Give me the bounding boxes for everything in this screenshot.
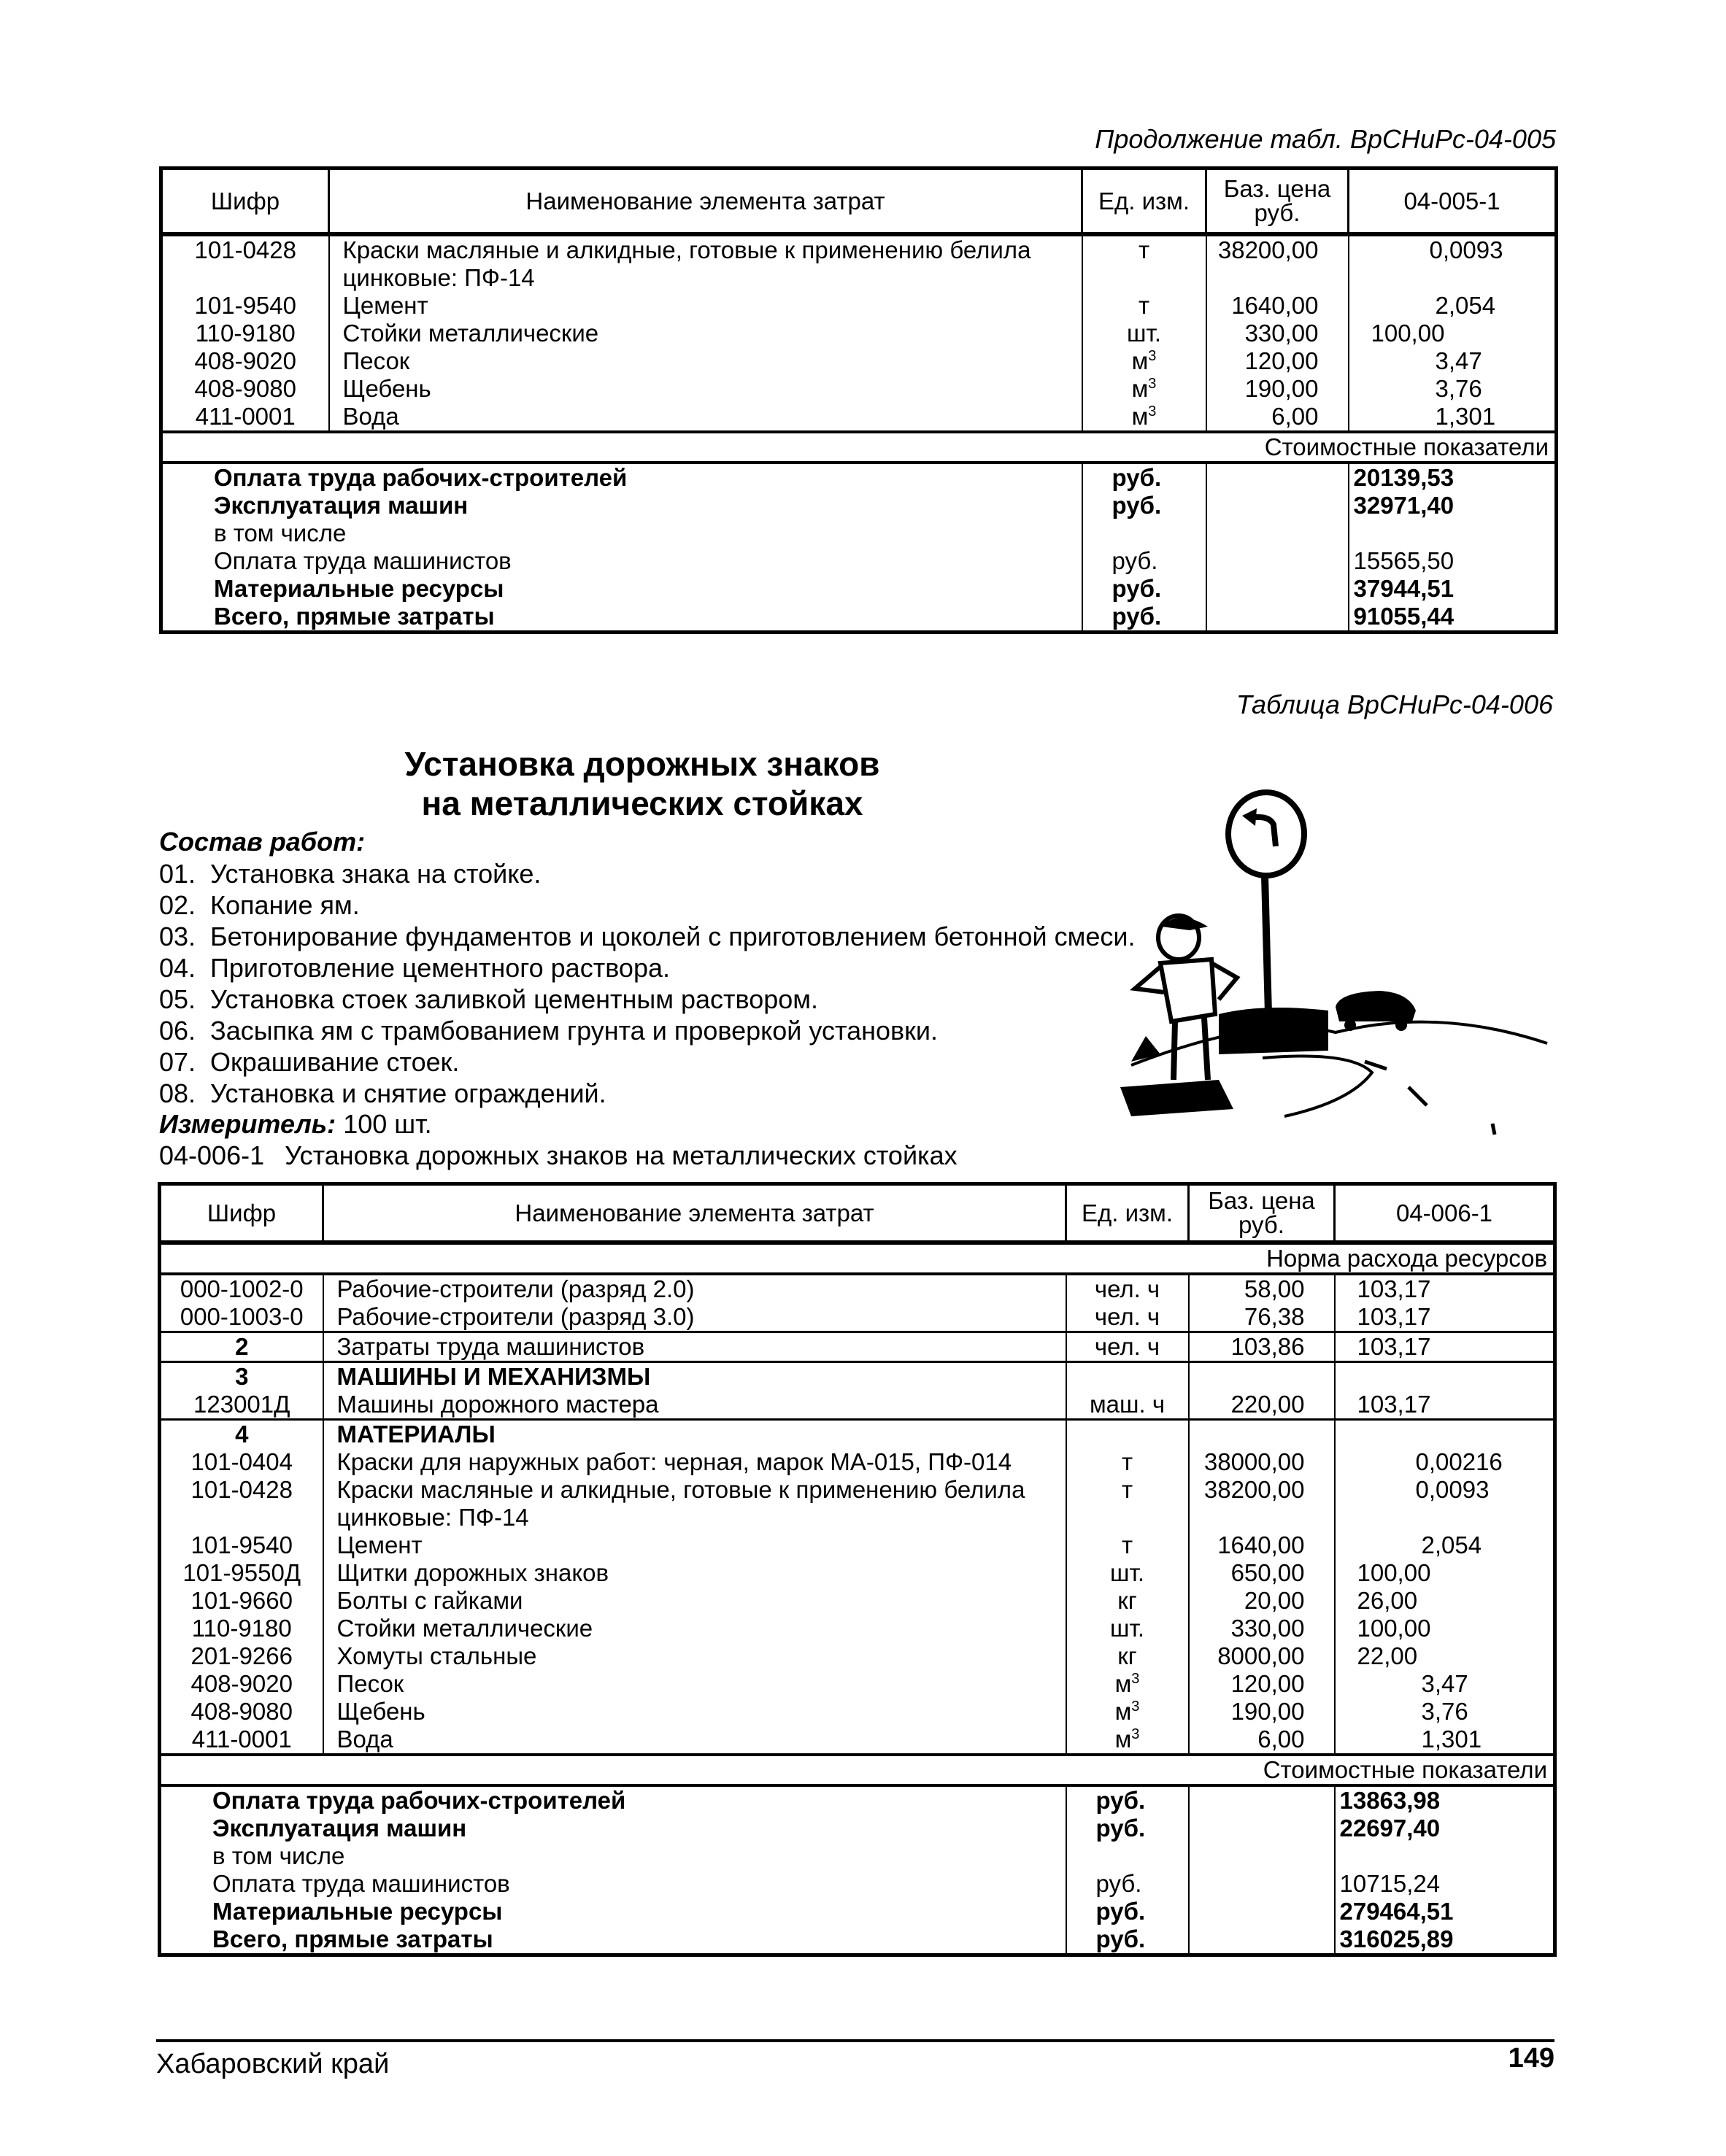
summary-price-empty [1189, 1925, 1335, 1955]
price-cell: 330,00 [1206, 320, 1349, 347]
name-cell: Щебень [329, 375, 1082, 403]
name-cell: Краски масляные и алкидные, готовые к применению белила цинковые: ПФ-14 [329, 234, 1082, 292]
code-cell: 2 [160, 1332, 323, 1361]
unit-cell [1066, 1615, 1189, 1642]
summary-price-empty [1189, 1842, 1335, 1870]
name-cell: МАШИНЫ И МЕХАНИЗМЫ [323, 1361, 1066, 1391]
unit-cell [1066, 1587, 1189, 1615]
unit-text: т [1138, 236, 1150, 263]
unit-cell [1066, 1391, 1189, 1420]
summary-price-empty [1189, 1870, 1335, 1898]
work-item-text: Приготовление цементного раствора. [210, 953, 670, 983]
summary-value: 10715,24 [1339, 1869, 1441, 1897]
table-row [161, 403, 1557, 432]
table-row [160, 1587, 1555, 1615]
work-item-text: Засыпка ям с трамбованием грунта и проверкой установки. [210, 1016, 938, 1046]
code-cell: 408-9080 [160, 1698, 323, 1726]
price-cell: 103,86 [1189, 1332, 1335, 1361]
summary-label: Материальные ресурсы [161, 575, 1082, 603]
header-code: Шифр [161, 169, 329, 234]
norm-cell: 2,054 [1421, 1531, 1482, 1558]
header-norm: 04-006-1 [1335, 1184, 1555, 1243]
work-item [159, 1015, 1136, 1046]
work-item [159, 858, 1136, 889]
price-cell: 190,00 [1189, 1698, 1335, 1726]
table-row [160, 1726, 1555, 1755]
name-cell: Рабочие-строители (разряд 3.0) [323, 1303, 1066, 1332]
summary-value [1349, 519, 1557, 547]
unit-text: м [1114, 1697, 1132, 1725]
unit-cell [1066, 1476, 1189, 1531]
unit-text: шт. [1109, 1558, 1145, 1586]
price-cell: 1640,00 [1189, 1531, 1335, 1559]
name-cell: Рабочие-строители (разряд 2.0) [323, 1274, 1066, 1303]
code-cell: 123001Д [160, 1391, 323, 1420]
summary-unit: руб. [1082, 547, 1206, 575]
unit-text: кг [1117, 1642, 1137, 1669]
section-row [160, 1243, 1555, 1274]
norm-cell: 3,47 [1421, 1669, 1468, 1697]
summary-row [160, 1898, 1555, 1925]
unit-text: кг [1117, 1586, 1137, 1614]
summary-row [161, 575, 1557, 603]
unit-cell [1066, 1274, 1189, 1303]
norm-cell: 0,0093 [1429, 236, 1503, 263]
work-item-number: 07. [159, 1047, 196, 1077]
summary-label: Оплата труда машинистов [161, 547, 1082, 575]
code-cell: 408-9020 [160, 1670, 323, 1698]
norm-cell: 103,17 [1357, 1275, 1431, 1302]
norm-cell: 100,00 [1357, 1558, 1431, 1586]
norm-cell: 103,17 [1357, 1390, 1431, 1418]
work-item [159, 1046, 1136, 1078]
continuation-label: Продолжение табл. ВрСНиРс-04-005 [1095, 124, 1556, 154]
code-cell: 101-9540 [161, 292, 329, 320]
norm-cell: 3,76 [1435, 374, 1482, 402]
summary-row [160, 1925, 1555, 1955]
work-item [159, 921, 1136, 952]
summary-value: 316025,89 [1339, 1925, 1454, 1952]
summary-label: Всего, прямые затраты [161, 603, 1082, 633]
unit-text: м [1131, 374, 1149, 402]
summary-price-empty [1189, 1898, 1335, 1925]
summary-value: 91055,44 [1353, 602, 1455, 630]
unit-cell [1066, 1419, 1189, 1448]
work-item-text: Окрашивание стоек. [210, 1047, 460, 1077]
unit-cell [1066, 1531, 1189, 1559]
summary-unit: руб. [1082, 575, 1206, 603]
code-cell: 101-0428 [160, 1476, 323, 1531]
summary-label: в том числе [160, 1842, 1066, 1870]
work-item-text: Копание ям. [210, 890, 360, 920]
work-item-text: Установка знака на стойке. [210, 859, 542, 889]
table-row [160, 1642, 1555, 1670]
section-label: Стоимостные показатели [161, 432, 1557, 463]
work-item-number: 08. [159, 1078, 196, 1108]
name-cell: Хомуты стальные [323, 1642, 1066, 1670]
section-row [161, 432, 1557, 463]
summary-price-empty [1206, 463, 1349, 492]
name-cell: Вода [329, 403, 1082, 432]
norm-cell: 103,17 [1357, 1302, 1431, 1330]
work-item-text: Бетонирование фундаментов и цоколей с приготовлением бетонной смеси. [210, 921, 1136, 951]
summary-unit: руб. [1082, 463, 1206, 492]
norm-cell: 103,17 [1335, 1332, 1555, 1361]
work-composition-heading: Состав работ: [159, 827, 366, 857]
meter-label: Измеритель: [159, 1109, 336, 1139]
table-row [160, 1361, 1555, 1391]
summary-row [160, 1870, 1555, 1898]
unit-superscript: 3 [1131, 1670, 1140, 1687]
unit-superscript: 3 [1131, 1726, 1140, 1742]
meter-value: 100 шт. [343, 1109, 432, 1139]
price-cell: 220,00 [1189, 1391, 1335, 1420]
name-cell: Щитки дорожных знаков [323, 1559, 1066, 1587]
summary-row [161, 519, 1557, 547]
norm-cell: 26,00 [1357, 1586, 1418, 1614]
summary-label: Всего, прямые затраты [160, 1925, 1066, 1955]
summary-row [161, 492, 1557, 519]
summary-value: 20139,53 [1353, 463, 1455, 491]
code-cell: 3 [160, 1361, 323, 1391]
name-cell: МАТЕРИАЛЫ [323, 1419, 1066, 1448]
unit-cell [1066, 1698, 1189, 1726]
summary-price-empty [1189, 1815, 1335, 1842]
code-cell: 101-9660 [160, 1587, 323, 1615]
code-cell: 411-0001 [161, 403, 329, 432]
header-price: Баз. цена руб. [1189, 1184, 1335, 1243]
price-cell: 76,38 [1189, 1303, 1335, 1332]
summary-label: Оплата труда рабочих-строителей [161, 463, 1082, 492]
unit-superscript: 3 [1131, 1698, 1140, 1715]
unit-text: шт. [1109, 1614, 1145, 1642]
unit-text: т [1121, 1448, 1133, 1475]
unit-cell [1066, 1642, 1189, 1670]
summary-price-empty [1206, 603, 1349, 633]
code-cell: 110-9180 [160, 1615, 323, 1642]
unit-text: чел. ч [1094, 1332, 1160, 1360]
summary-value: 22697,40 [1339, 1814, 1441, 1842]
work-item-number: 04. [159, 953, 196, 983]
norm-cell: 1,301 [1435, 402, 1496, 430]
unit-cell [1066, 1726, 1189, 1755]
header-unit: Ед. изм. [1082, 169, 1206, 234]
name-cell: Стойки металлические [323, 1615, 1066, 1642]
name-cell: Краски масляные и алкидные, готовые к применению белила цинковые: ПФ-14 [323, 1476, 1066, 1531]
summary-price-empty [1189, 1785, 1335, 1815]
summary-unit: руб. [1066, 1925, 1189, 1955]
unit-superscript: 3 [1148, 375, 1157, 392]
table-row [160, 1274, 1555, 1303]
summary-row [160, 1785, 1555, 1815]
name-cell: Песок [323, 1670, 1066, 1698]
summary-price-empty [1206, 575, 1349, 603]
summary-value: 32971,40 [1353, 491, 1455, 519]
unit-text: м [1131, 402, 1149, 430]
unit-superscript: 3 [1148, 347, 1157, 364]
norm-cell: 3,76 [1421, 1697, 1468, 1725]
summary-row [160, 1815, 1555, 1842]
price-cell: 38200,00 [1189, 1476, 1335, 1531]
unit-superscript: 3 [1148, 403, 1157, 420]
price-cell: 190,00 [1206, 375, 1349, 403]
table-label: Таблица ВрСНиРс-04-006 [1236, 689, 1553, 719]
summary-unit [1082, 519, 1206, 547]
summary-value [1335, 1842, 1555, 1870]
header-unit: Ед. изм. [1066, 1184, 1189, 1243]
price-cell: 330,00 [1189, 1615, 1335, 1642]
header-name: Наименование элемента затрат [329, 169, 1082, 234]
summary-row [161, 547, 1557, 575]
work-composition-list [159, 858, 1136, 1109]
norm-cell [1335, 1419, 1555, 1448]
section-title-line1: Установка дорожных знаков [404, 745, 880, 783]
price-cell: 120,00 [1206, 347, 1349, 375]
unit-cell [1082, 320, 1206, 347]
work-item [159, 984, 1136, 1015]
work-item [159, 889, 1136, 921]
norm-cell: 0,00216 [1415, 1448, 1503, 1475]
section-title-line2: на металлических стойках [421, 784, 863, 822]
price-cell: 20,00 [1189, 1587, 1335, 1615]
table-row [160, 1303, 1555, 1332]
summary-unit: руб. [1066, 1785, 1189, 1815]
unit-cell [1066, 1361, 1189, 1391]
name-cell: Щебень [323, 1698, 1066, 1726]
unit-text: маш. ч [1089, 1390, 1166, 1418]
table-row [160, 1559, 1555, 1587]
unit-text: т [1138, 291, 1150, 319]
table-row [160, 1531, 1555, 1559]
summary-label: Оплата труда рабочих-строителей [160, 1785, 1066, 1815]
norm-title: Установка дорожных знаков на металлических стойках [285, 1140, 958, 1170]
summary-unit: руб. [1082, 492, 1206, 519]
norm-cell: 0,0093 [1415, 1475, 1490, 1503]
norm-cell: 100,00 [1357, 1614, 1431, 1642]
table-row [160, 1391, 1555, 1420]
table-row [161, 234, 1557, 292]
work-item-number: 05. [159, 984, 196, 1014]
norm-cell [1335, 1361, 1555, 1391]
unit-cell [1082, 234, 1206, 292]
work-item-number: 01. [159, 859, 196, 889]
table-row [160, 1670, 1555, 1698]
price-cell: 6,00 [1189, 1726, 1335, 1755]
summary-unit: руб. [1082, 603, 1206, 633]
unit-cell [1066, 1670, 1189, 1698]
name-cell: Краски для наружных работ: черная, марок МА-015, ПФ-014 [323, 1448, 1066, 1476]
unit-text: т [1121, 1531, 1133, 1558]
code-cell: 101-9550Д [160, 1559, 323, 1587]
summary-price-empty [1206, 492, 1349, 519]
road-sign-illustration [1117, 773, 1554, 1182]
table-row [161, 347, 1557, 375]
norm-cell: 2,054 [1435, 291, 1496, 319]
price-cell: 38000,00 [1189, 1448, 1335, 1476]
unit-cell [1066, 1448, 1189, 1476]
norm-cell: 1,301 [1421, 1725, 1482, 1753]
page-number: 149 [1508, 2043, 1554, 2074]
work-item [159, 1078, 1136, 1109]
table-row [160, 1332, 1555, 1361]
summary-price-empty [1206, 519, 1349, 547]
section-label: Стоимостные показатели [160, 1755, 1555, 1785]
table-row [161, 292, 1557, 320]
resource-table-04-006 [158, 1182, 1557, 1957]
price-cell: 1640,00 [1206, 292, 1349, 320]
unit-cell [1082, 347, 1206, 375]
header-name: Наименование элемента затрат [323, 1184, 1066, 1243]
summary-value: 15565,50 [1353, 546, 1455, 574]
summary-label: Оплата труда машинистов [160, 1870, 1066, 1898]
norm-cell: 3,47 [1435, 347, 1482, 374]
header-price: Баз. цена руб. [1206, 169, 1349, 234]
unit-cell [1066, 1303, 1189, 1332]
norm-subtitle [159, 1140, 958, 1171]
summary-unit: руб. [1066, 1870, 1189, 1898]
unit-text: чел. ч [1094, 1275, 1160, 1302]
name-cell: Песок [329, 347, 1082, 375]
unit-cell [1082, 403, 1206, 432]
header-code: Шифр [160, 1184, 323, 1243]
code-cell: 411-0001 [160, 1726, 323, 1755]
unit-text: т [1121, 1475, 1133, 1503]
price-cell: 58,00 [1189, 1274, 1335, 1303]
summary-row [161, 603, 1557, 633]
code-cell: 101-9540 [160, 1531, 323, 1559]
unit-cell [1066, 1332, 1189, 1361]
unit-text: чел. ч [1094, 1302, 1160, 1330]
work-item-number: 03. [159, 921, 196, 951]
price-cell [1189, 1361, 1335, 1391]
summary-label: Эксплуатация машин [160, 1815, 1066, 1842]
summary-row [161, 463, 1557, 492]
summary-unit: руб. [1066, 1898, 1189, 1925]
section-row [160, 1755, 1555, 1785]
summary-value: 279464,51 [1339, 1897, 1454, 1925]
footer-divider [156, 2039, 1554, 2042]
summary-label: в том числе [161, 519, 1082, 547]
road-sign-worker-icon [1117, 773, 1554, 1182]
price-cell: 38200,00 [1206, 234, 1349, 292]
table-row [161, 375, 1557, 403]
summary-label: Материальные ресурсы [160, 1898, 1066, 1925]
work-item [159, 952, 1136, 984]
work-item-number: 02. [159, 890, 196, 920]
name-cell: Цемент [323, 1531, 1066, 1559]
name-cell: Стойки металлические [329, 320, 1082, 347]
unit-text: шт. [1126, 319, 1162, 347]
code-cell: 000-1003-0 [160, 1303, 323, 1332]
footer-region: Хабаровский край [156, 2049, 390, 2079]
table-row [160, 1698, 1555, 1726]
norm-cell: 100,00 [1371, 319, 1445, 347]
table-row [160, 1615, 1555, 1642]
code-cell: 408-9020 [161, 347, 329, 375]
summary-row [160, 1842, 1555, 1870]
summary-value: 37944,51 [1353, 574, 1455, 602]
work-item-text: Установка стоек заливкой цементным раствором. [210, 984, 819, 1014]
name-cell: Цемент [329, 292, 1082, 320]
code-cell: 201-9266 [160, 1642, 323, 1670]
work-item-number: 06. [159, 1016, 196, 1046]
table-row [160, 1419, 1555, 1448]
table-row [161, 320, 1557, 347]
section-label: Норма расхода ресурсов [160, 1243, 1555, 1274]
summary-label: Эксплуатация машин [161, 492, 1082, 519]
name-cell: Затраты труда машинистов [323, 1332, 1066, 1361]
price-cell [1189, 1419, 1335, 1448]
price-cell: 8000,00 [1189, 1642, 1335, 1670]
name-cell: Машины дорожного мастера [323, 1391, 1066, 1420]
unit-text: м [1114, 1669, 1132, 1697]
unit-text: м [1131, 347, 1149, 374]
unit-cell [1082, 292, 1206, 320]
code-cell: 408-9080 [161, 375, 329, 403]
summary-price-empty [1206, 547, 1349, 575]
meter-line [159, 1109, 432, 1140]
code-cell: 101-0404 [160, 1448, 323, 1476]
code-cell: 000-1002-0 [160, 1274, 323, 1303]
table-row [160, 1476, 1555, 1531]
summary-value: 13863,98 [1339, 1786, 1441, 1814]
norm-code: 04-006-1 [159, 1140, 265, 1170]
price-cell: 120,00 [1189, 1670, 1335, 1698]
table-row [160, 1448, 1555, 1476]
price-cell: 6,00 [1206, 403, 1349, 432]
code-cell: 110-9180 [161, 320, 329, 347]
price-cell: 650,00 [1189, 1559, 1335, 1587]
section-title [0, 744, 1284, 823]
summary-unit [1066, 1842, 1189, 1870]
header-norm: 04-005-1 [1349, 169, 1557, 234]
unit-cell [1066, 1559, 1189, 1587]
unit-cell [1082, 375, 1206, 403]
resource-table-04-005 [159, 166, 1558, 634]
summary-unit: руб. [1066, 1815, 1189, 1842]
name-cell: Вода [323, 1726, 1066, 1755]
code-cell: 101-0428 [161, 234, 329, 292]
work-item-text: Установка и снятие ограждений. [210, 1078, 606, 1108]
name-cell: Болты с гайками [323, 1587, 1066, 1615]
code-cell: 4 [160, 1419, 323, 1448]
norm-cell: 22,00 [1357, 1642, 1418, 1669]
unit-text: м [1114, 1725, 1132, 1753]
